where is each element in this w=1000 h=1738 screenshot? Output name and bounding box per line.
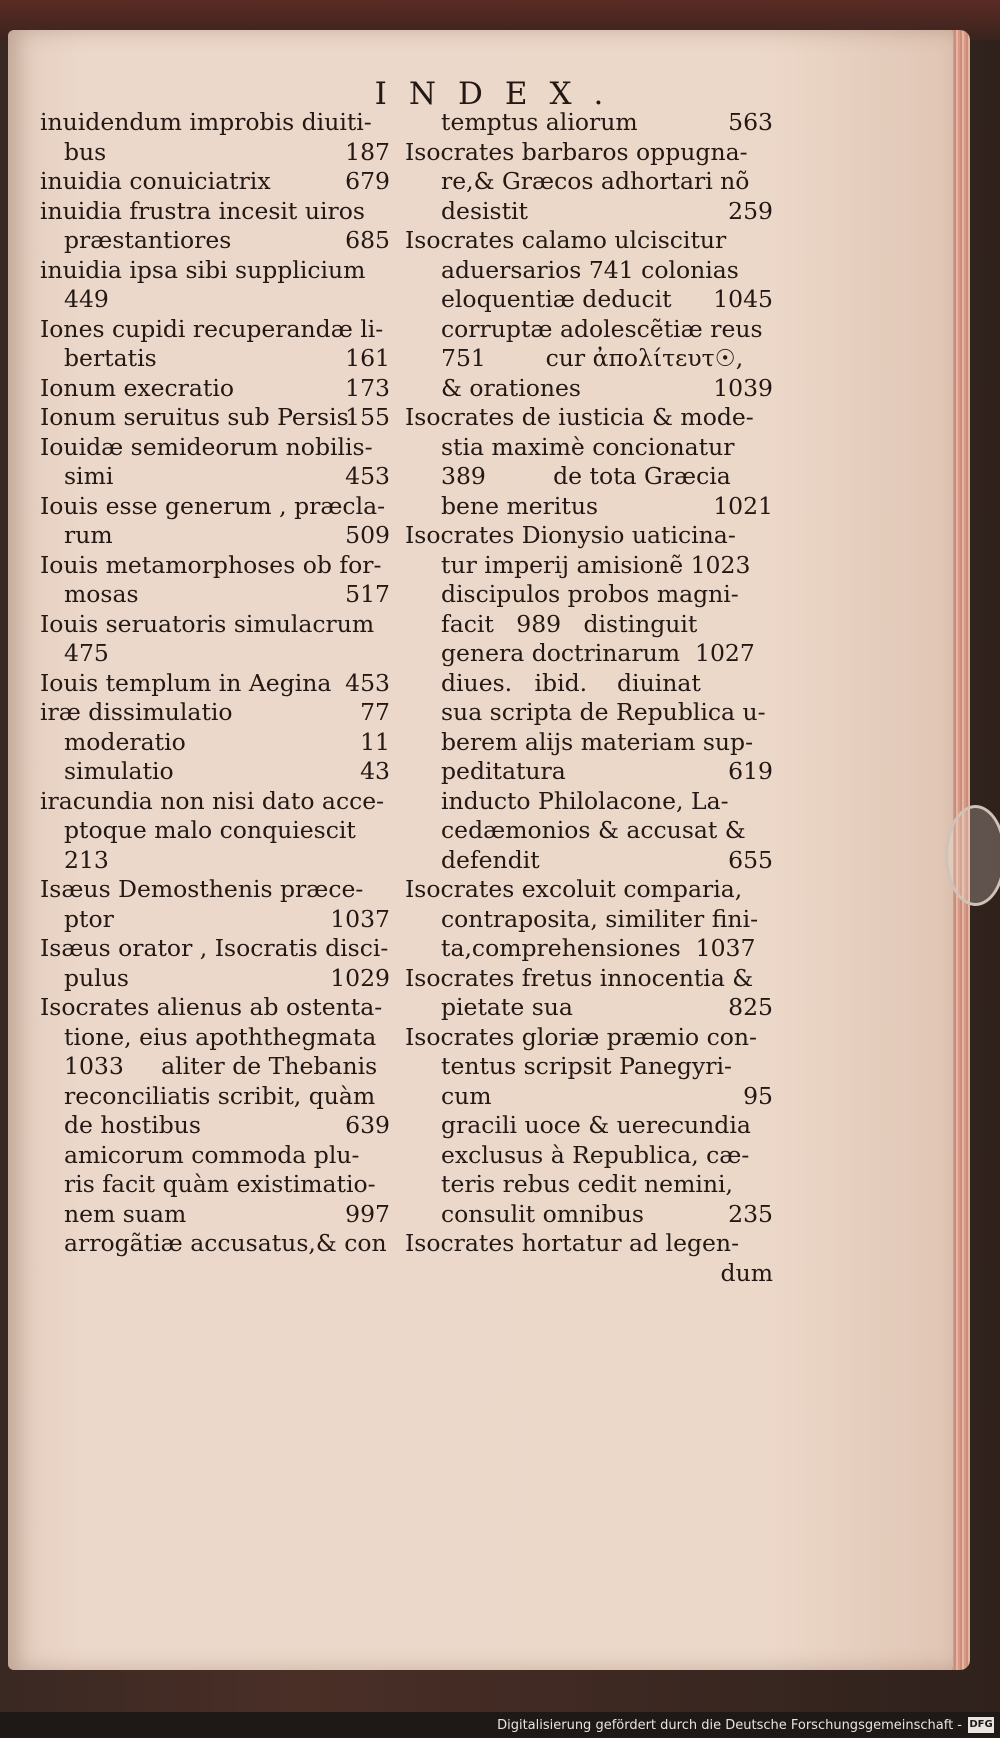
index-entry-text: Ionum execratio — [40, 373, 235, 402]
index-line — [405, 580, 773, 610]
index-line — [40, 492, 390, 522]
index-line — [405, 639, 773, 669]
index-entry-text: tur imperij amisionẽ 1023 — [441, 550, 751, 579]
index-line — [405, 256, 773, 286]
index-entry-text: tione, eius apoththegmata — [64, 1022, 377, 1051]
index-entry-text: corruptæ adolescẽtiæ reus — [441, 314, 763, 343]
index-line — [405, 167, 773, 197]
index-entry-text: 1033 aliter de Thebanis — [64, 1052, 378, 1080]
index-line — [40, 1023, 390, 1053]
page-number: 77 — [360, 698, 390, 726]
index-entry-text: 475 — [64, 639, 109, 667]
index-line — [405, 462, 773, 492]
index-line — [40, 1229, 390, 1259]
index-entry-text: bus — [64, 137, 107, 166]
page-number: 685 — [345, 226, 390, 254]
index-line — [405, 521, 773, 551]
page-number: 259 — [728, 196, 773, 225]
page-number: 517 — [345, 580, 390, 608]
index-entry-text: ptoque malo conquiescit — [64, 816, 356, 844]
index-entry-text: discipulos probos magni- — [441, 580, 739, 608]
page-number: 1037 — [330, 904, 390, 933]
index-entry-text: inuidia frustra incesit uiros — [40, 196, 365, 225]
index-entry-text: temptus aliorum — [441, 108, 638, 136]
page-number: 173 — [345, 373, 390, 402]
index-entry-text: præstantiores — [64, 226, 232, 254]
index-line — [40, 728, 390, 758]
index-line — [40, 964, 390, 994]
index-entry-text: Isocrates excoluit comparia, — [405, 875, 743, 903]
index-line — [405, 1170, 773, 1200]
index-line — [405, 846, 773, 876]
index-line — [405, 315, 773, 345]
index-entry-text: defendit — [441, 845, 540, 874]
index-line — [405, 787, 773, 817]
index-line — [405, 403, 773, 433]
index-entry-text: eloquentiæ deducit — [441, 285, 672, 313]
index-entry-text: bene meritus — [441, 491, 599, 520]
index-line — [40, 757, 390, 787]
index-line — [405, 1141, 773, 1171]
index-entry-text: Iouis templum in Aegina — [40, 668, 332, 697]
index-line — [405, 816, 773, 846]
index-line — [405, 669, 773, 699]
left-index-column — [40, 108, 390, 1259]
index-line — [40, 433, 390, 463]
page-number: 825 — [728, 993, 773, 1021]
running-head: INDEX. — [374, 76, 626, 112]
index-entry-text: Isocrates hortatur ad legen- — [405, 1229, 740, 1257]
index-entry-text: aduersarios 741 colonias — [441, 255, 739, 284]
index-entry-text: ris facit quàm existimatio- — [64, 1170, 376, 1198]
index-entry-text: sua scripta de Republica u- — [441, 698, 766, 726]
index-entry-text: consulit omnibus — [441, 1199, 644, 1228]
index-line — [40, 551, 390, 581]
index-line — [40, 226, 390, 256]
index-line — [405, 1023, 773, 1053]
index-entry-text: Iouis seruatoris simulacrum — [40, 609, 375, 638]
index-entry-text: inuidendum improbis diuiti- — [40, 108, 372, 136]
page-number: 11 — [360, 727, 390, 756]
index-line — [40, 167, 390, 197]
index-line — [40, 698, 390, 728]
index-line — [405, 551, 773, 581]
index-entry-text: inuidia ipsa sibi supplicium — [40, 255, 366, 284]
page-number: 453 — [345, 668, 390, 697]
index-line — [40, 1141, 390, 1171]
index-entry-text: inducto Philolacone, La- — [441, 786, 729, 815]
index-line — [40, 905, 390, 935]
page-number: 155 — [345, 403, 390, 431]
index-entry-text: moderatio — [64, 727, 186, 756]
index-line — [40, 875, 390, 905]
index-line — [405, 993, 773, 1023]
index-entry-text: 751 cur ἀπολίτευτ☉, — [441, 344, 744, 372]
page-clasp — [945, 805, 1000, 906]
index-line — [40, 344, 390, 374]
index-entry-text: Isocrates alienus ab ostenta- — [40, 993, 383, 1021]
index-line — [40, 403, 390, 433]
index-line — [40, 580, 390, 610]
index-entry-text: Isocrates gloriæ præmio con- — [405, 1022, 757, 1051]
index-entry-text: Isocrates barbaros oppugna- — [405, 137, 748, 166]
index-line — [40, 1052, 390, 1082]
page-number: 639 — [345, 1111, 390, 1139]
index-entry-text: pietate sua — [441, 993, 573, 1021]
index-line — [40, 521, 390, 551]
page-number: 453 — [345, 462, 390, 490]
index-line — [405, 1082, 773, 1112]
index-line — [405, 728, 773, 758]
index-line — [405, 138, 773, 168]
page-number: 509 — [345, 521, 390, 549]
index-entry-text: tentus scripsit Panegyri- — [441, 1052, 732, 1080]
index-entry-text: genera doctrinarum 1027 — [441, 639, 755, 667]
index-entry-text: 213 — [64, 845, 109, 874]
index-entry-text: Iones cupidi recuperandæ li- — [40, 314, 384, 343]
index-entry-text: rum — [64, 521, 113, 549]
index-entry-text: Iouis metamorphoses ob for- — [40, 550, 382, 579]
index-line — [40, 138, 390, 168]
index-entry-text: simulatio — [64, 757, 174, 785]
index-line — [405, 1259, 773, 1289]
index-entry-text: Isocrates calamo ulciscitur — [405, 226, 727, 254]
index-entry-text: peditatura — [441, 757, 566, 785]
index-line — [405, 492, 773, 522]
index-line — [405, 757, 773, 787]
index-entry-text: iracundia non nisi dato acce- — [40, 786, 385, 815]
index-entry-text: iræ dissimulatio — [40, 698, 233, 726]
index-entry-text: ta,comprehensiones 1037 — [441, 934, 756, 962]
dfg-logo: DFG — [968, 1717, 994, 1733]
index-line — [405, 905, 773, 935]
right-index-column — [405, 108, 773, 1288]
index-entry-text: Iouis esse generum , præcla- — [40, 491, 386, 520]
footer-credit: Digitalisierung gefördert durch die Deutsche Forschungsgemeinschaft - — [497, 1718, 962, 1733]
page-number: 235 — [728, 1199, 773, 1228]
page-number: 619 — [728, 757, 773, 785]
index-entry-text: Iouidæ semideorum nobilis- — [40, 432, 373, 461]
index-entry-text: arrogãtiæ accusatus,& con — [64, 1229, 387, 1257]
index-line — [40, 934, 390, 964]
page-number: 1039 — [713, 373, 773, 402]
page-number: 95 — [743, 1081, 773, 1110]
index-line — [40, 462, 390, 492]
page-number: 187 — [345, 137, 390, 166]
index-line — [405, 964, 773, 994]
page-number: 1029 — [330, 963, 390, 992]
index-line — [405, 108, 773, 138]
page-number: 997 — [345, 1199, 390, 1228]
index-entry-text: Isæus orator , Isocratis disci- — [40, 934, 389, 962]
index-line — [40, 610, 390, 640]
index-line — [40, 669, 390, 699]
index-entry-text: re,& Græcos adhortari nõ — [441, 167, 750, 195]
index-entry-text: mosas — [64, 580, 139, 608]
index-entry-text: desistit — [441, 196, 528, 225]
index-line — [40, 315, 390, 345]
index-line — [405, 934, 773, 964]
index-line — [40, 816, 390, 846]
index-line — [405, 610, 773, 640]
index-entry-text: exclusus à Republica, cæ- — [441, 1140, 750, 1169]
index-entry-text: Isocrates Dionysio uaticina- — [405, 521, 736, 549]
index-entry-text: facit 989 distinguit — [441, 609, 698, 638]
index-line — [405, 875, 773, 905]
index-entry-text: dum — [720, 1258, 773, 1287]
index-line — [40, 993, 390, 1023]
index-line — [40, 285, 390, 315]
page-number: 679 — [345, 167, 390, 195]
index-line — [40, 639, 390, 669]
index-entry-text: 389 de tota Græcia — [441, 462, 731, 490]
index-entry-text: nem suam — [64, 1199, 187, 1228]
index-line — [40, 256, 390, 286]
index-line — [405, 433, 773, 463]
index-entry-text: diues. ibid. diuinat — [441, 668, 701, 697]
index-line — [40, 1200, 390, 1230]
index-entry-text: Ionum seruitus sub Persis — [40, 403, 349, 431]
index-line — [40, 787, 390, 817]
index-entry-text: stia maximè concionatur — [441, 432, 735, 461]
page-number: 655 — [728, 845, 773, 874]
index-line — [40, 846, 390, 876]
index-entry-text: reconciliatis scribit, quàm — [64, 1081, 376, 1110]
page-number: 43 — [360, 757, 390, 785]
page-number: 1045 — [713, 285, 773, 313]
page-number: 563 — [728, 108, 773, 136]
page-number: 1021 — [713, 491, 773, 520]
index-line — [405, 1200, 773, 1230]
index-entry-text: Isocrates de iusticia & mode- — [405, 403, 754, 431]
index-line — [405, 1111, 773, 1141]
index-entry-text: berem alijs materiam sup- — [441, 727, 754, 756]
index-line — [405, 374, 773, 404]
index-entry-text: pulus — [64, 963, 129, 992]
index-entry-text: & orationes — [441, 373, 581, 402]
index-entry-text: Isocrates fretus innocentia & — [405, 963, 754, 992]
index-entry-text: contraposita, similiter fini- — [441, 904, 759, 933]
index-entry-text: cum — [441, 1081, 492, 1110]
index-line — [405, 197, 773, 227]
index-entry-text: amicorum commoda plu- — [64, 1140, 360, 1169]
index-line — [405, 344, 773, 374]
index-line — [40, 374, 390, 404]
index-entry-text: inuidia conuiciatrix — [40, 167, 271, 195]
index-line — [405, 285, 773, 315]
index-entry-text: ptor — [64, 904, 114, 933]
index-line — [405, 698, 773, 728]
index-entry-text: simi — [64, 462, 114, 490]
index-entry-text: teris rebus cedit nemini, — [441, 1170, 733, 1198]
index-entry-text: bertatis — [64, 344, 157, 372]
page-number: 161 — [345, 344, 390, 372]
index-entry-text: de hostibus — [64, 1111, 201, 1139]
index-line — [40, 108, 390, 138]
index-line — [40, 1170, 390, 1200]
index-entry-text: Isæus Demosthenis præce- — [40, 875, 364, 903]
index-entry-text: gracili uoce & uerecundia — [441, 1111, 751, 1139]
index-entry-text: cedæmonios & accusat & — [441, 816, 746, 844]
index-line — [405, 226, 773, 256]
index-line — [405, 1052, 773, 1082]
index-line — [405, 1229, 773, 1259]
index-line — [40, 197, 390, 227]
index-line — [40, 1111, 390, 1141]
index-line — [40, 1082, 390, 1112]
index-entry-text: 449 — [64, 285, 109, 313]
